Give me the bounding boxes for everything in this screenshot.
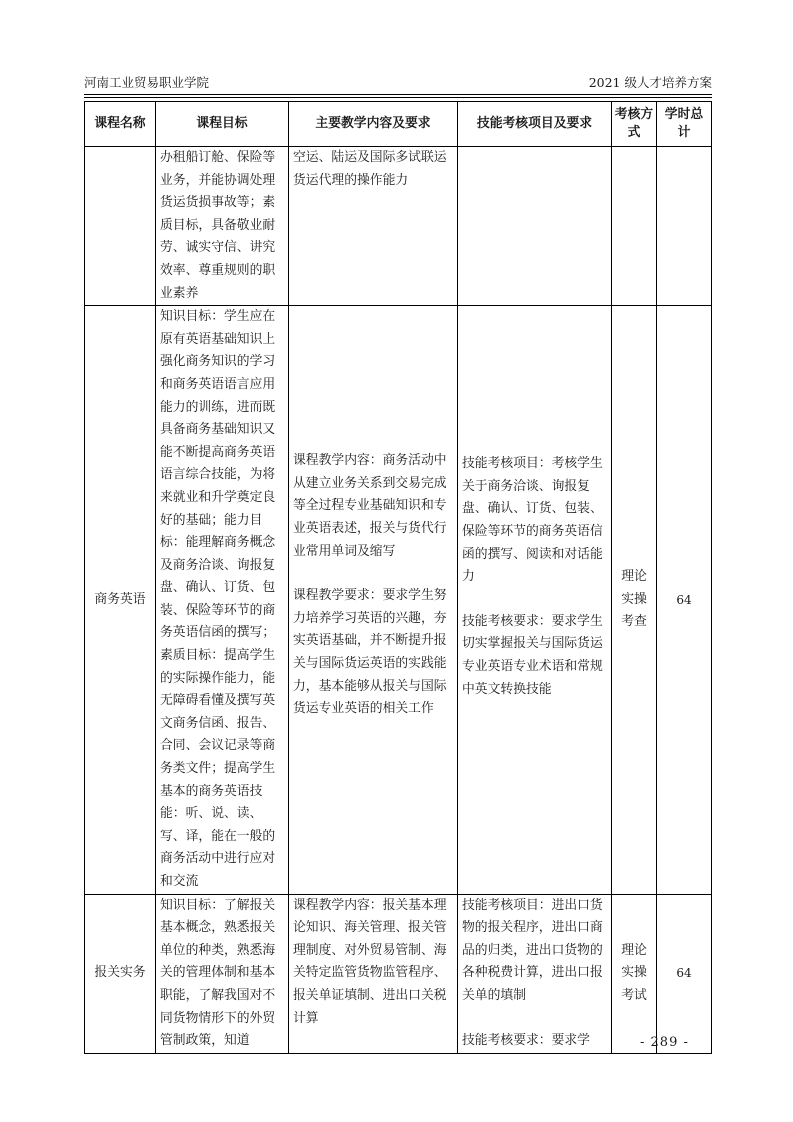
assessment-method-cell: 理论实操考查	[612, 306, 657, 894]
assessment-method-cell	[612, 147, 657, 306]
skill-requirement-text: 技能考核要求：要求学生切实掌握报关与国际货运专业英语专业术语和常规中英文转换技能	[462, 613, 603, 697]
page-number: - 289 -	[640, 1035, 689, 1050]
header-total-hours: 学时总计	[657, 102, 712, 147]
teaching-content-cell	[289, 147, 458, 306]
course-goal-cell: 办租船订舱、保险等业务，并能协调处理货运货损事故等；素质目标，具备敬业耐劳、诚实守信、讲究效率、尊重规则的职业素养	[156, 147, 289, 306]
header-course-name: 课程名称	[85, 102, 156, 147]
course-name-cell	[85, 147, 156, 306]
skill-assessment-cell	[458, 894, 612, 1053]
skill-assessment-cell	[458, 306, 612, 894]
table-row	[85, 306, 712, 894]
total-hours-cell: 64	[657, 306, 712, 894]
school-name: 河南工业贸易职业学院	[84, 75, 210, 90]
header-rule-bottom	[84, 97, 712, 98]
skill-item-text: 技能考核项目：考核学生关于商务洽谈、询报复盘、确认、订货、包装、保险等环节的商务英语信函的撰写、阅读和对话能力	[462, 456, 603, 585]
document-title: 2021 级人才培养方案	[588, 75, 712, 90]
skill-requirement-text: 技能考核要求：要求学	[462, 1032, 590, 1048]
course-table	[84, 101, 712, 1054]
header-rule-top	[84, 94, 712, 95]
course-goal-cell: 知识目标：了解报关基本概念，熟悉报关单位的种类，熟悉海关的管理体制和基本职能，了解我国对不同货物情形下的外贸管制政策，知道	[156, 894, 289, 1053]
skill-item-text: 技能考核项目：进出口货物的报关程序，进出口商品的归类，进出口货物的各种税费计算，进出口报关单的填制	[462, 897, 603, 1003]
teaching-content-cell	[289, 306, 458, 894]
course-name-cell: 商务英语	[85, 306, 156, 894]
table-row	[85, 894, 712, 1053]
skill-assessment-cell	[458, 147, 612, 306]
teaching-content-text: 空运、陆运及国际多试联运货运代理的操作能力	[293, 150, 447, 188]
teaching-content-text: 课程教学内容：商务活动中从建立业务关系到交易完成等全过程专业基础知识和专业英语表述，报关与货代行业常用单词及缩写	[293, 453, 447, 559]
teaching-content-cell	[289, 894, 458, 1053]
course-goal-cell: 知识目标：学生应在原有英语基础知识上强化商务知识的学习和商务英语语言应用能力的训练，进而既具备商务基础知识又能不断提高商务英语语言综合技能，为将来就业和升学奠定良好的基础；能力目标：能理解商务概念及商务洽谈、询报复盘、确认、订货、包装、保险等环节的商务英语信函的撰写；素质目标：提高学生的实际操作能力，能无障碍看懂及撰写英文商务信函、报告、合同、会议记录等商务类文件；提高学生基本的商务英语技能：听、说、读、写、译，能在一般的商务活动中进行应对和交流	[156, 306, 289, 894]
assessment-method-cell: 理论实操考试	[612, 894, 657, 1053]
teaching-requirement-text: 课程教学要求：要求学生努力培养学习英语的兴趣，夯实英语基础，并不断提升报关与国际货运英语的实践能力，基本能够从报关与国际货运专业英语的相关工作	[293, 588, 447, 717]
table-header-row	[85, 102, 712, 147]
total-hours-cell	[657, 147, 712, 306]
header-teaching-content: 主要教学内容及要求	[289, 102, 458, 147]
header-assessment-method: 考核方式	[612, 102, 657, 147]
total-hours-cell: 64	[657, 894, 712, 1053]
teaching-content-text: 课程教学内容：报关基本理论知识、海关管理、报关管理制度、对外贸易管制、海关特定监管货物监管程序、报关单证填制、进出口关税计算	[293, 897, 447, 1026]
header-skill-assessment: 技能考核项目及要求	[458, 102, 612, 147]
table-row	[85, 147, 712, 306]
course-name-cell: 报关实务	[85, 894, 156, 1053]
header-course-goal: 课程目标	[156, 102, 289, 147]
